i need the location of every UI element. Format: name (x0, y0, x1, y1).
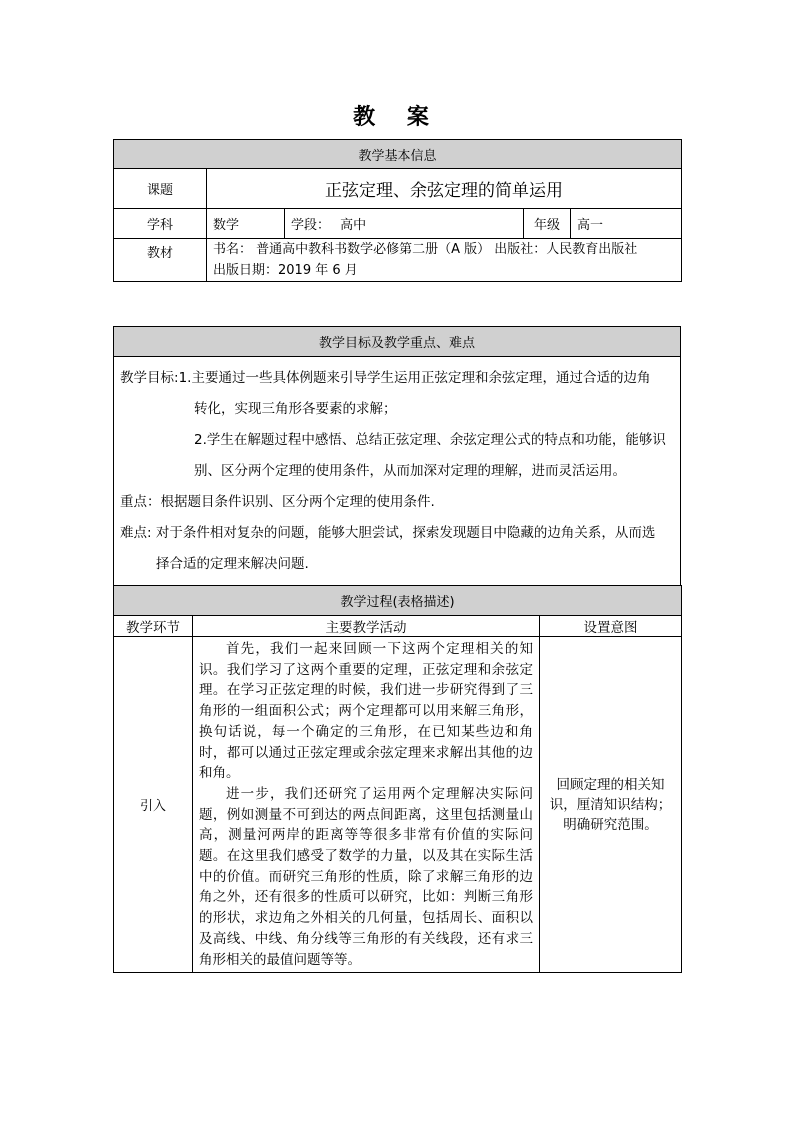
goal-2-line-2: 别、区分两个定理的使用条件，从而加深对定理的理解，进而灵活运用。 (194, 463, 626, 479)
goal-1-line-2: 转化，实现三角形各要素的求解； (194, 401, 397, 417)
process-header: 教学过程(表格描述) (114, 586, 682, 616)
objectives-table (113, 326, 681, 589)
subject-label: 学科 (114, 209, 207, 239)
activity-paragraph-2: 进一步，我们还研究了运用两个定理解决实际问题，例如测量不可到达的两点间距离，这里包括测量山高，测量河两岸的距离等等很多非常有价值的实际问题。在这里我们感受了数学的力量，以及其在实际生活中的价值。而研究三角形的性质，除了求解三角形的边角之外，还有很多的性质可以研究，比如：判断三角形的形状，求边角之外相关的几何量，包括周长、面积以及高线、中线、角分线等三角形的有关线段，还有求三角形相关的最值问题等等。 (199, 785, 533, 968)
grade-value: 高一 (571, 209, 682, 239)
objectives-header: 教学目标及教学重点、难点 (114, 327, 681, 357)
table-row (114, 637, 682, 973)
material-label: 教材 (114, 239, 207, 282)
stage-cell: 引入 (114, 637, 193, 973)
stage-cell (285, 209, 524, 239)
col-stage-header: 教学环节 (114, 616, 193, 637)
difficulty-line-2: 择合适的定理来解决问题. (156, 556, 309, 572)
topic-value: 正弦定理、余弦定理的简单运用 (207, 169, 682, 209)
intent-cell: 回顾定理的相关知识，厘清知识结构；明确研究范围。 (540, 637, 682, 973)
col-intent-header: 设置意图 (540, 616, 682, 637)
basic-info-header: 教学基本信息 (114, 140, 682, 169)
page-title: 教 案 (353, 104, 441, 130)
goal-2-line-1: 2.学生在解题过程中感悟、总结正弦定理、余弦定理公式的特点和功能，能够识 (194, 432, 666, 448)
grade-label: 年级 (524, 209, 571, 239)
material-line-2: 出版日期：2019 年 6 月 (213, 263, 358, 278)
stage-value: 高中 (340, 218, 367, 233)
key-point: 重点：根据题目条件识别、区分两个定理的使用条件. (120, 494, 435, 510)
difficulty-line-1: 难点: 对于条件相对复杂的问题，能够大胆尝试，探索发现题目中隐藏的边角关系，从而选 (120, 525, 656, 541)
material-line-1: 书名： 普通高中教科书数学必修第二册（A 版） 出版社：人民教育出版社 (213, 242, 638, 257)
activity-paragraph-1: 首先，我们一起来回顾一下这两个定理相关的知识。我们学习了这两个重要的定理，正弦定理和余弦定理。在学习正弦定理的时候，我们进一步研究得到了三角形的一组面积公式；两个定理都可以用来解三角形，换句话说，每一个确定的三角形，在已知某些边和角时，都可以通过正弦定理或余弦定理来求解出其他的边和角。 (199, 641, 533, 782)
basic-info-table (113, 139, 682, 282)
material-cell (207, 239, 682, 282)
activity-cell (193, 637, 540, 973)
objectives-body (114, 357, 681, 589)
stage-label: 学段： (291, 218, 331, 233)
topic-label: 课题 (114, 169, 207, 209)
process-table (113, 585, 682, 973)
goal-1-line-1: 1.主要通过一些具体例题来引导学生运用正弦定理和余弦定理，通过合适的边角 (178, 370, 651, 386)
subject-value: 数学 (207, 209, 285, 239)
col-activity-header: 主要教学活动 (193, 616, 540, 637)
goal-label: 教学目标: (120, 370, 179, 386)
